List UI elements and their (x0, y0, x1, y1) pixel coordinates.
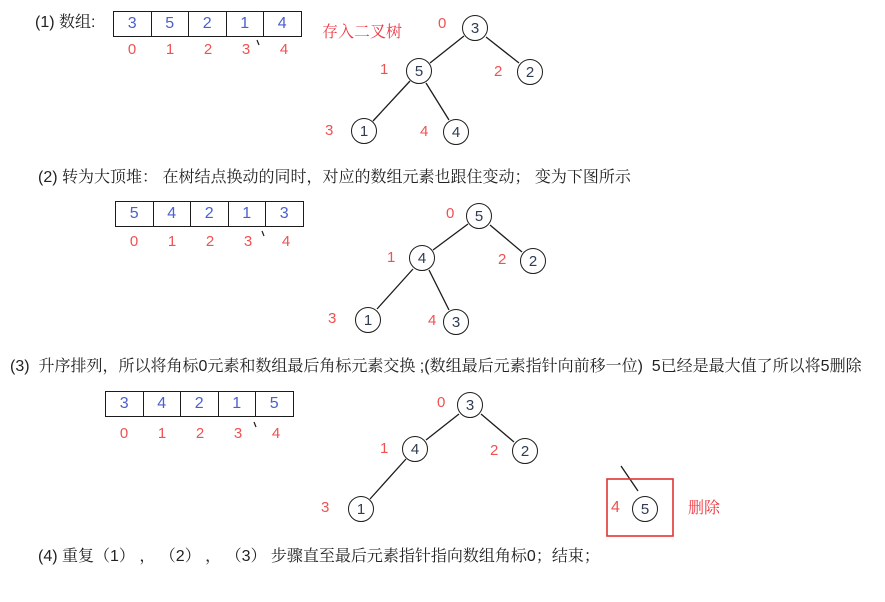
tree1-index-4: 4 (420, 123, 429, 140)
tree3-index-0: 0 (437, 394, 446, 411)
array-cell: 4 (154, 202, 192, 226)
tree2-index-0: 0 (446, 205, 455, 222)
array-cell: 5 (269, 395, 279, 412)
tree2-node-0: 5 (466, 203, 492, 229)
tree2-edge-1-4 (429, 270, 449, 310)
array-cell: 5 (152, 12, 190, 36)
deleted-node: 5 (632, 496, 658, 522)
array-cell: 3 (279, 205, 289, 222)
tree3-node-1: 4 (402, 436, 428, 462)
section1-label: (1) 数组: (35, 14, 96, 31)
array-cell: 4 (277, 15, 287, 32)
array-index: 0 (127, 41, 137, 58)
section2-heading: (2) 转为大顶堆： 在树结点换动的同时，对应的数组元素也跟住变动； 变为下图所示 (38, 169, 631, 186)
tree2-index-1: 1 (387, 249, 396, 266)
tree2-node-4: 3 (443, 309, 469, 335)
tree2-index-3: 3 (328, 310, 337, 327)
array-cell: 1 (227, 12, 265, 36)
store-into-binary-tree-label: 存入二叉树 (322, 24, 403, 41)
array-index: 1 (165, 41, 175, 58)
tree1-edge-0-2 (486, 37, 519, 63)
array-cell: 5 (116, 202, 154, 226)
array-index: 0 (129, 233, 139, 250)
tree1-edge-0-1 (430, 36, 464, 63)
tree1-index-2: 2 (494, 63, 503, 80)
array-index: 1 (157, 425, 167, 442)
array-index: 3 (241, 41, 251, 58)
stray-tick (262, 231, 264, 236)
array-index: 4 (271, 425, 281, 442)
tree1-node-3: 1 (351, 118, 377, 144)
array-index: 2 (195, 425, 205, 442)
array-index: 3 (233, 425, 243, 442)
tree2-edge-0-2 (490, 225, 522, 252)
tree2-edge-0-1 (433, 224, 468, 250)
array-index: 4 (279, 41, 289, 58)
tree1-node-0: 3 (462, 15, 488, 41)
tree1-node-4: 4 (443, 119, 469, 145)
tree3-node-3: 1 (348, 496, 374, 522)
tree3-node-2: 2 (512, 438, 538, 464)
tree2-node-3: 1 (355, 307, 381, 333)
array-index: 3 (243, 233, 253, 250)
section3-heading: (3) 升序排列，所以将角标0元素和数组最后角标元素交换 ;(数组最后元素指针向前移一位) 5已经是最大值了所以将5删除 (10, 358, 862, 375)
tree1-index-1: 1 (380, 61, 389, 78)
tree1-node-1: 5 (406, 58, 432, 84)
section4-heading: (4) 重复（1） ， （2） ， （3） 步骤直至最后元素指针指向数组角标0；结束； (38, 548, 600, 565)
tree1-index-0: 0 (438, 15, 447, 32)
array-cell: 2 (181, 392, 219, 416)
array-index: 1 (167, 233, 177, 250)
stray-tick (254, 422, 256, 427)
array-index: 4 (281, 233, 291, 250)
array-index: 0 (119, 425, 129, 442)
tree1-edge-1-4 (426, 83, 449, 120)
tree3-edge-1-3 (370, 459, 406, 499)
tree3-edge-0-1 (426, 414, 459, 440)
deleted-node-index: 4 (611, 499, 620, 516)
tree3-index-2: 2 (490, 442, 499, 459)
tree2-index-4: 4 (428, 312, 437, 329)
array-cell: 1 (219, 392, 257, 416)
tree1-edge-1-3 (373, 81, 410, 121)
tree3-index-1: 1 (380, 440, 389, 457)
array-cell: 2 (191, 202, 229, 226)
tree2-edge-1-3 (377, 269, 413, 309)
tree1-index-3: 3 (325, 122, 334, 139)
tree3-edge-0-2 (481, 414, 514, 442)
tree2-node-2: 2 (520, 248, 546, 274)
tree2-node-1: 4 (409, 245, 435, 271)
array-index: 2 (205, 233, 215, 250)
array-cell: 4 (144, 392, 182, 416)
tree2-index-2: 2 (498, 251, 507, 268)
stray-tick (257, 40, 259, 45)
tree3-node-0: 3 (457, 392, 483, 418)
array-cell: 3 (114, 12, 152, 36)
array-cell: 3 (106, 392, 144, 416)
array-cell: 1 (229, 202, 267, 226)
array-cell: 2 (189, 12, 227, 36)
tree3-index-3: 3 (321, 499, 330, 516)
tree1-node-2: 2 (517, 59, 543, 85)
delete-label: 删除 (688, 500, 721, 517)
array-index: 2 (203, 41, 213, 58)
